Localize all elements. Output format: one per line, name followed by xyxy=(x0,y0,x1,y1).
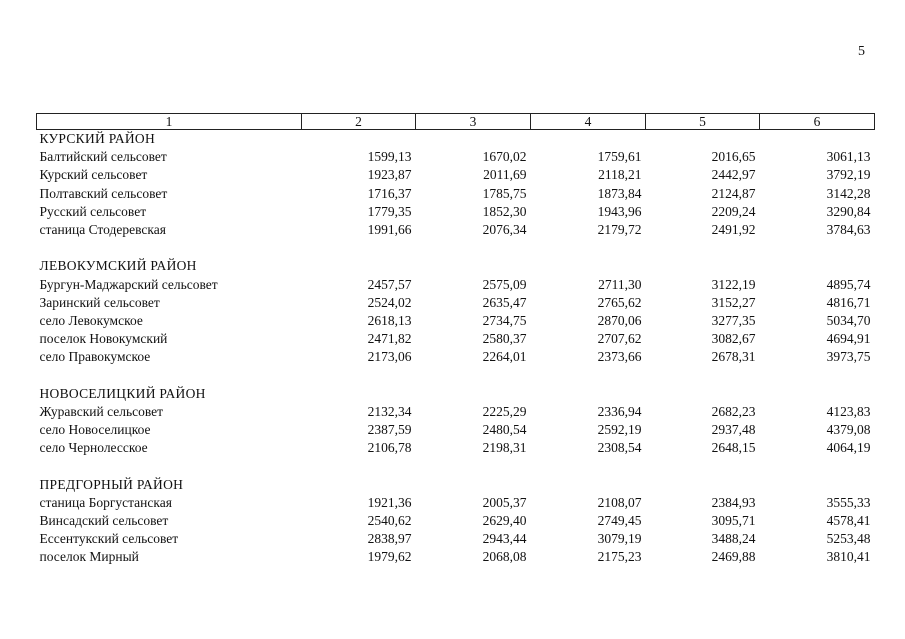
table-row xyxy=(37,512,875,530)
value-cell-col-5: 3122,19 xyxy=(711,276,756,292)
value-cell-col-5: 2209,24 xyxy=(711,203,756,219)
table-row xyxy=(37,276,875,294)
settlement-name: Журавский сельсовет xyxy=(39,403,164,419)
page-number: 5 xyxy=(858,44,865,59)
table-row xyxy=(37,348,875,366)
value-cell-col-6: 4578,41 xyxy=(826,513,871,529)
table-row xyxy=(37,148,875,166)
value-cell-col-3: 1785,75 xyxy=(482,185,527,201)
value-cell-col-4: 1943,96 xyxy=(597,203,642,219)
value-cell-col-4: 1759,61 xyxy=(597,149,642,165)
value-cell-col-5: 2442,97 xyxy=(711,167,756,183)
value-cell-col-4: 3079,19 xyxy=(597,531,642,547)
value-cell-col-6: 3290,84 xyxy=(826,203,871,219)
settlement-name: село Левокумское xyxy=(39,312,143,328)
value-cell-col-2: 2524,02 xyxy=(367,294,412,310)
value-cell-col-2: 1979,62 xyxy=(367,549,412,565)
value-cell-col-5: 3152,27 xyxy=(711,294,756,310)
value-cell-col-4: 2308,54 xyxy=(597,440,642,456)
settlement-name: Русский сельсовет xyxy=(39,203,147,219)
settlement-name: село Чернолесское xyxy=(39,440,148,456)
settlement-name: станица Боргустанская xyxy=(39,494,172,510)
settlement-name: Бургун-Маджарский сельсовет xyxy=(39,276,218,292)
value-cell-col-6: 4379,08 xyxy=(826,422,871,438)
column-header-5: 5 xyxy=(646,114,760,130)
column-header-3: 3 xyxy=(416,114,531,130)
value-cell-col-3: 2575,09 xyxy=(482,276,527,292)
column-header-4: 4 xyxy=(531,114,646,130)
settlement-name: поселок Новокумский xyxy=(39,331,168,347)
value-cell-col-6: 3973,75 xyxy=(826,349,871,365)
table-row xyxy=(37,221,875,239)
settlement-name: Балтийский сельсовет xyxy=(39,149,167,165)
table-row xyxy=(37,421,875,439)
value-cell-col-2: 2838,97 xyxy=(367,531,412,547)
value-cell-col-4: 2336,94 xyxy=(597,403,642,419)
value-cell-col-4: 2179,72 xyxy=(597,222,642,238)
value-cell-col-3: 2076,34 xyxy=(482,222,527,238)
value-cell-col-3: 2005,37 xyxy=(482,494,527,510)
settlement-name: Курский сельсовет xyxy=(39,167,148,183)
table-body xyxy=(37,130,875,567)
value-cell-col-6: 4123,83 xyxy=(826,403,871,419)
value-cell-col-2: 1599,13 xyxy=(367,149,412,165)
value-cell-col-2: 2457,57 xyxy=(367,276,412,292)
tariff-table xyxy=(36,113,875,567)
value-cell-col-6: 3784,63 xyxy=(826,222,871,238)
value-cell-col-5: 2016,65 xyxy=(711,149,756,165)
value-cell-col-4: 2749,45 xyxy=(597,513,642,529)
value-cell-col-6: 4816,71 xyxy=(826,294,871,310)
spacer-row xyxy=(37,239,875,257)
value-cell-col-4: 2870,06 xyxy=(597,312,642,328)
settlement-name: Ессентукский сельсовет xyxy=(39,531,179,547)
value-cell-col-4: 2592,19 xyxy=(597,422,642,438)
value-cell-col-2: 2540,62 xyxy=(367,513,412,529)
value-cell-col-4: 1873,84 xyxy=(597,185,642,201)
district-row xyxy=(37,257,875,275)
value-cell-col-6: 4895,74 xyxy=(826,276,871,292)
table-row xyxy=(37,403,875,421)
value-cell-col-4: 2175,23 xyxy=(597,549,642,565)
value-cell-col-6: 3810,41 xyxy=(826,549,871,565)
value-cell-col-2: 2106,78 xyxy=(367,440,412,456)
spacer-cell xyxy=(37,457,875,475)
table-row xyxy=(37,439,875,457)
value-cell-col-2: 1779,35 xyxy=(367,203,412,219)
settlement-name: Винсадский сельсовет xyxy=(39,513,169,529)
value-cell-col-2: 2387,59 xyxy=(367,422,412,438)
value-cell-col-3: 2580,37 xyxy=(482,331,527,347)
value-cell-col-6: 5253,48 xyxy=(826,531,871,547)
settlement-name: село Правокумское xyxy=(39,349,151,365)
value-cell-col-6: 4694,91 xyxy=(826,331,871,347)
district-name: НОВОСЕЛИЦКИЙ РАЙОН xyxy=(39,385,206,401)
table-row xyxy=(37,494,875,512)
header-row xyxy=(37,114,875,130)
value-cell-col-5: 2124,87 xyxy=(711,185,756,201)
value-cell-col-3: 2011,69 xyxy=(483,167,527,183)
value-cell-col-4: 2373,66 xyxy=(597,349,642,365)
column-header-1: 1 xyxy=(37,114,302,130)
value-cell-col-3: 2943,44 xyxy=(482,531,527,547)
spacer-cell xyxy=(37,366,875,384)
value-cell-col-5: 3488,24 xyxy=(711,531,756,547)
value-cell-col-6: 4064,19 xyxy=(826,440,871,456)
table-row xyxy=(37,530,875,548)
value-cell-col-2: 1921,36 xyxy=(367,494,412,510)
settlement-name: Полтавский сельсовет xyxy=(39,185,168,201)
column-header-6: 6 xyxy=(760,114,875,130)
value-cell-col-4: 2711,30 xyxy=(598,276,642,292)
value-cell-col-3: 1670,02 xyxy=(482,149,527,165)
value-cell-col-4: 2707,62 xyxy=(597,331,642,347)
table-row xyxy=(37,330,875,348)
spacer-cell xyxy=(37,239,875,257)
value-cell-col-6: 5034,70 xyxy=(826,312,871,328)
value-cell-col-2: 1716,37 xyxy=(367,185,412,201)
value-cell-col-4: 2118,21 xyxy=(598,167,642,183)
value-cell-col-3: 2225,29 xyxy=(482,403,527,419)
value-cell-col-5: 2678,31 xyxy=(711,349,756,365)
settlement-name: станица Стодеревская xyxy=(39,222,166,238)
value-cell-col-2: 2132,34 xyxy=(367,403,412,419)
table-row xyxy=(37,548,875,566)
value-cell-col-5: 2469,88 xyxy=(711,549,756,565)
value-cell-col-5: 2384,93 xyxy=(711,494,756,510)
value-cell-col-5: 2937,48 xyxy=(711,422,756,438)
district-name: ЛЕВОКУМСКИЙ РАЙОН xyxy=(39,258,197,274)
value-cell-col-3: 2480,54 xyxy=(482,422,527,438)
district-row xyxy=(37,476,875,494)
value-cell-col-5: 3082,67 xyxy=(711,331,756,347)
settlement-name: село Новоселицкое xyxy=(39,422,151,438)
value-cell-col-2: 1991,66 xyxy=(367,222,412,238)
table-row xyxy=(37,294,875,312)
value-cell-col-5: 3095,71 xyxy=(711,513,756,529)
value-cell-col-6: 3061,13 xyxy=(826,149,871,165)
district-row xyxy=(37,130,875,149)
district-name: КУРСКИЙ РАЙОН xyxy=(39,131,156,147)
spacer-row xyxy=(37,457,875,475)
table-row xyxy=(37,185,875,203)
spacer-row xyxy=(37,366,875,384)
value-cell-col-3: 2734,75 xyxy=(482,312,527,328)
settlement-name: поселок Мирный xyxy=(39,549,139,565)
value-cell-col-6: 3142,28 xyxy=(826,185,871,201)
value-cell-col-2: 2471,82 xyxy=(367,331,412,347)
value-cell-col-3: 1852,30 xyxy=(482,203,527,219)
value-cell-col-3: 2629,40 xyxy=(482,513,527,529)
column-header-2: 2 xyxy=(302,114,416,130)
value-cell-col-5: 2491,92 xyxy=(711,222,756,238)
value-cell-col-3: 2068,08 xyxy=(482,549,527,565)
table-row xyxy=(37,203,875,221)
value-cell-col-2: 1923,87 xyxy=(367,167,412,183)
value-cell-col-5: 2648,15 xyxy=(711,440,756,456)
value-cell-col-3: 2198,31 xyxy=(482,440,527,456)
value-cell-col-2: 2173,06 xyxy=(367,349,412,365)
value-cell-col-3: 2264,01 xyxy=(482,349,527,365)
district-row xyxy=(37,385,875,403)
value-cell-col-6: 3555,33 xyxy=(826,494,871,510)
settlement-name: Заринский сельсовет xyxy=(39,294,160,310)
value-cell-col-4: 2765,62 xyxy=(597,294,642,310)
value-cell-col-3: 2635,47 xyxy=(482,294,527,310)
value-cell-col-6: 3792,19 xyxy=(826,167,871,183)
value-cell-col-4: 2108,07 xyxy=(597,494,642,510)
value-cell-col-2: 2618,13 xyxy=(367,312,412,328)
table-row xyxy=(37,312,875,330)
value-cell-col-5: 2682,23 xyxy=(711,403,756,419)
district-name: ПРЕДГОРНЫЙ РАЙОН xyxy=(39,476,184,492)
table-row xyxy=(37,166,875,184)
value-cell-col-5: 3277,35 xyxy=(711,312,756,328)
